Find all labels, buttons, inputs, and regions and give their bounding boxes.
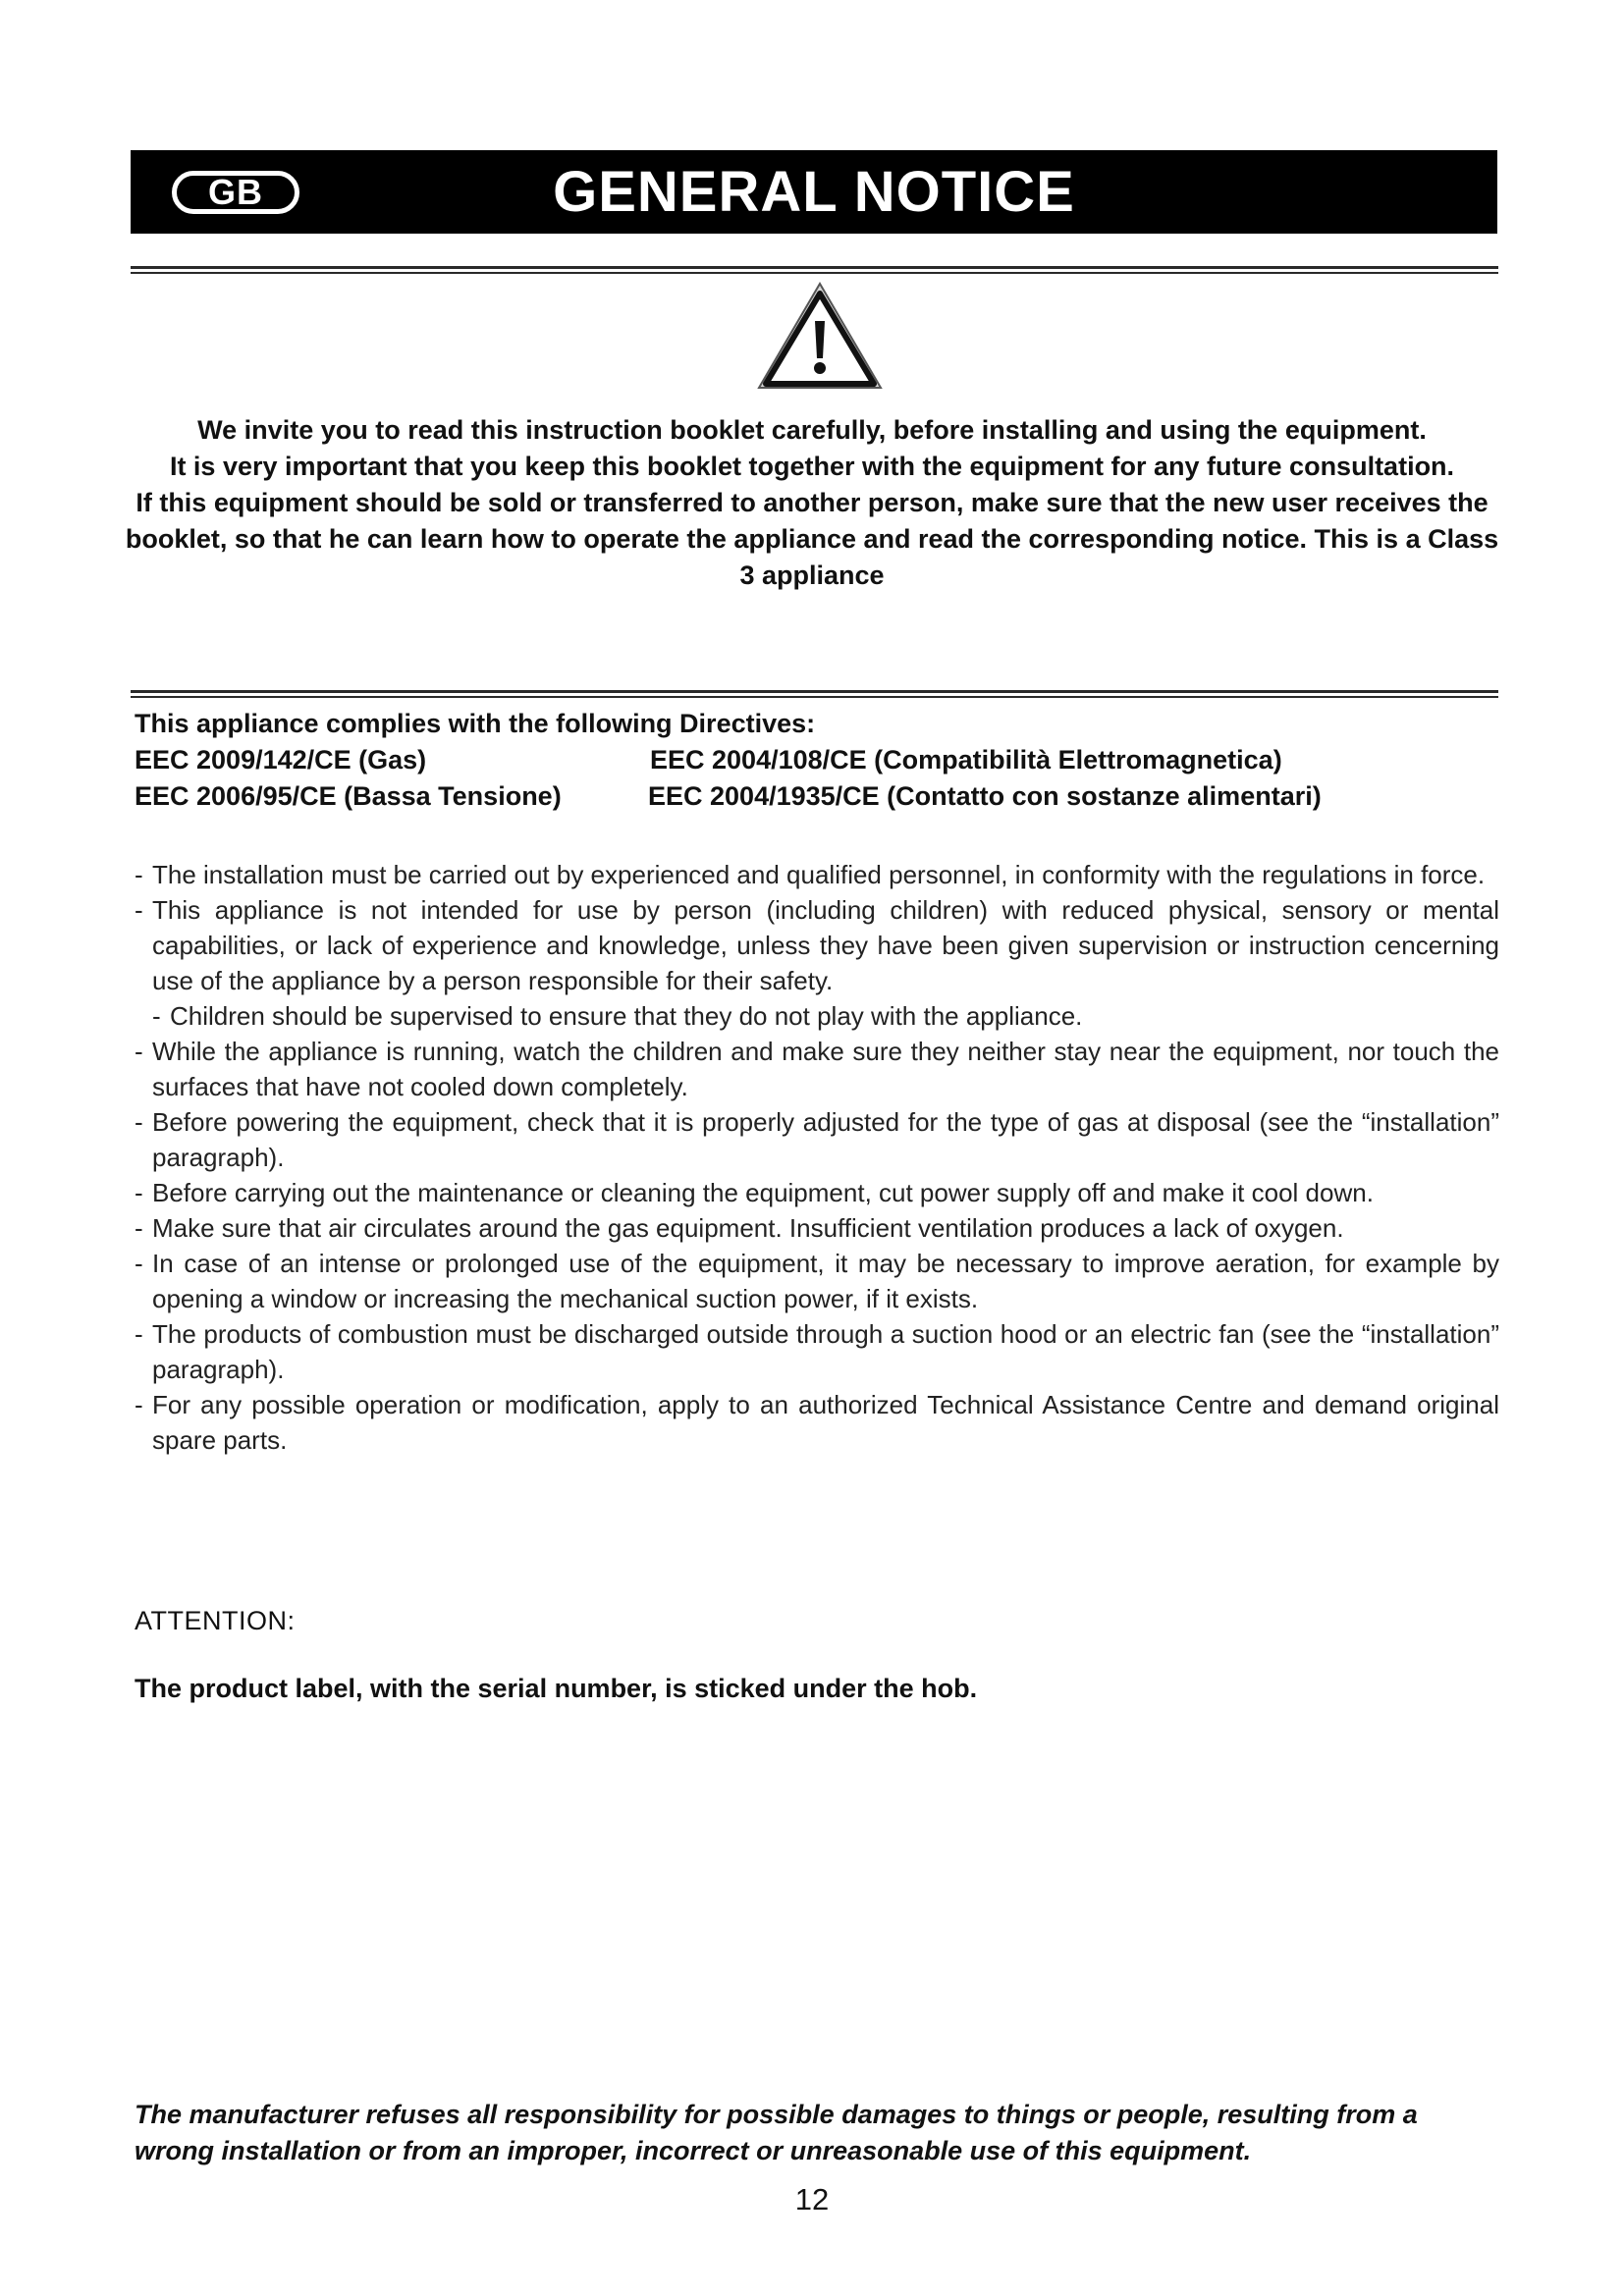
warning-icon [756,280,884,393]
safety-rules-list [135,857,1499,1458]
directives-row [135,742,1499,778]
directive-gas: EEC 2009/142/CE (Gas) [135,745,427,774]
intro-paragraph-2: It is very important that you keep this booklet together with the equipment for any future consultation. [169,452,1455,481]
intro-notice [118,412,1506,594]
directives-row [135,778,1499,815]
country-badge: GB [172,171,299,214]
top-divider [131,266,1498,274]
rule-item: - In case of an intense or prolonged use of the equipment, it may be necessary to improve aeration, for example by opening a window or increasing the mechanical suction power, if it exists. [135,1249,1499,1313]
rule-item: - Make sure that air circulates around the gas equipment. Insufficient ventilation produces a lack of oxygen. [135,1213,1344,1243]
rule-item: - This appliance is not intended for use by person (including children) with reduced physical, sensory or mental capabilities, or lack of experience and knowledge, unless they have been given supervision or instruction cencerning use of the appliance by a person responsible for their safety. [135,895,1499,995]
rule-item: - The products of combustion must be discharged outside through a suction hood or an electric fan (see the “installation” paragraph). [135,1319,1499,1384]
rule-item: - For any possible operation or modification, apply to an authorized Technical Assistance Centre and demand original spare parts. [135,1390,1499,1455]
rule-item: - Before carrying out the maintenance or cleaning the equipment, cut power supply off and make it cool down. [135,1178,1374,1207]
directives-heading: This appliance complies with the following Directives: [135,709,816,738]
rule-item: - Before powering the equipment, check that it is properly adjusted for the type of gas at disposal (see the “installation” paragraph). [135,1107,1499,1172]
attention-heading: ATTENTION: [135,1606,296,1635]
directives-divider [131,690,1498,698]
page-title: GENERAL NOTICE [553,160,1075,224]
intro-paragraph-3: If this equipment should be sold or transferred to another person, make sure that the new user receives the booklet, so that he can learn how to operate the appliance and read the corresponding notice. This is a Class 3 appliance [125,488,1499,590]
rule-item: - While the appliance is running, watch the children and make sure they neither stay near the equipment, nor touch the surfaces that have not cooled down completely. [135,1037,1499,1101]
header-banner [131,150,1497,234]
directive-food-contact: EEC 2004/1935/CE (Contatto con sostanze alimentari) [648,781,1322,811]
rule-item: - The installation must be carried out by experienced and qualified personnel, in conformity with the regulations in force. [135,860,1486,889]
directive-emc: EEC 2004/108/CE (Compatibilità Elettromagnetica) [650,745,1282,774]
intro-paragraph-1: We invite you to read this instruction booklet carefully, before installing and using the equipment. [197,415,1427,445]
liability-disclaimer: The manufacturer refuses all responsibility for possible damages to things or people, resulting from a wrong installation or from an improper, incorrect or unreasonable use of this equipment. [135,2100,1418,2165]
rule-item: - Children should be supervised to ensure that they do not play with the appliance. [152,1001,1083,1031]
directive-low-voltage: EEC 2006/95/CE (Bassa Tensione) [135,781,562,811]
product-label-note: The product label, with the serial number, is sticked under the hob. [135,1674,978,1703]
page-number: 12 [794,2182,830,2216]
directives-block [135,706,1499,815]
